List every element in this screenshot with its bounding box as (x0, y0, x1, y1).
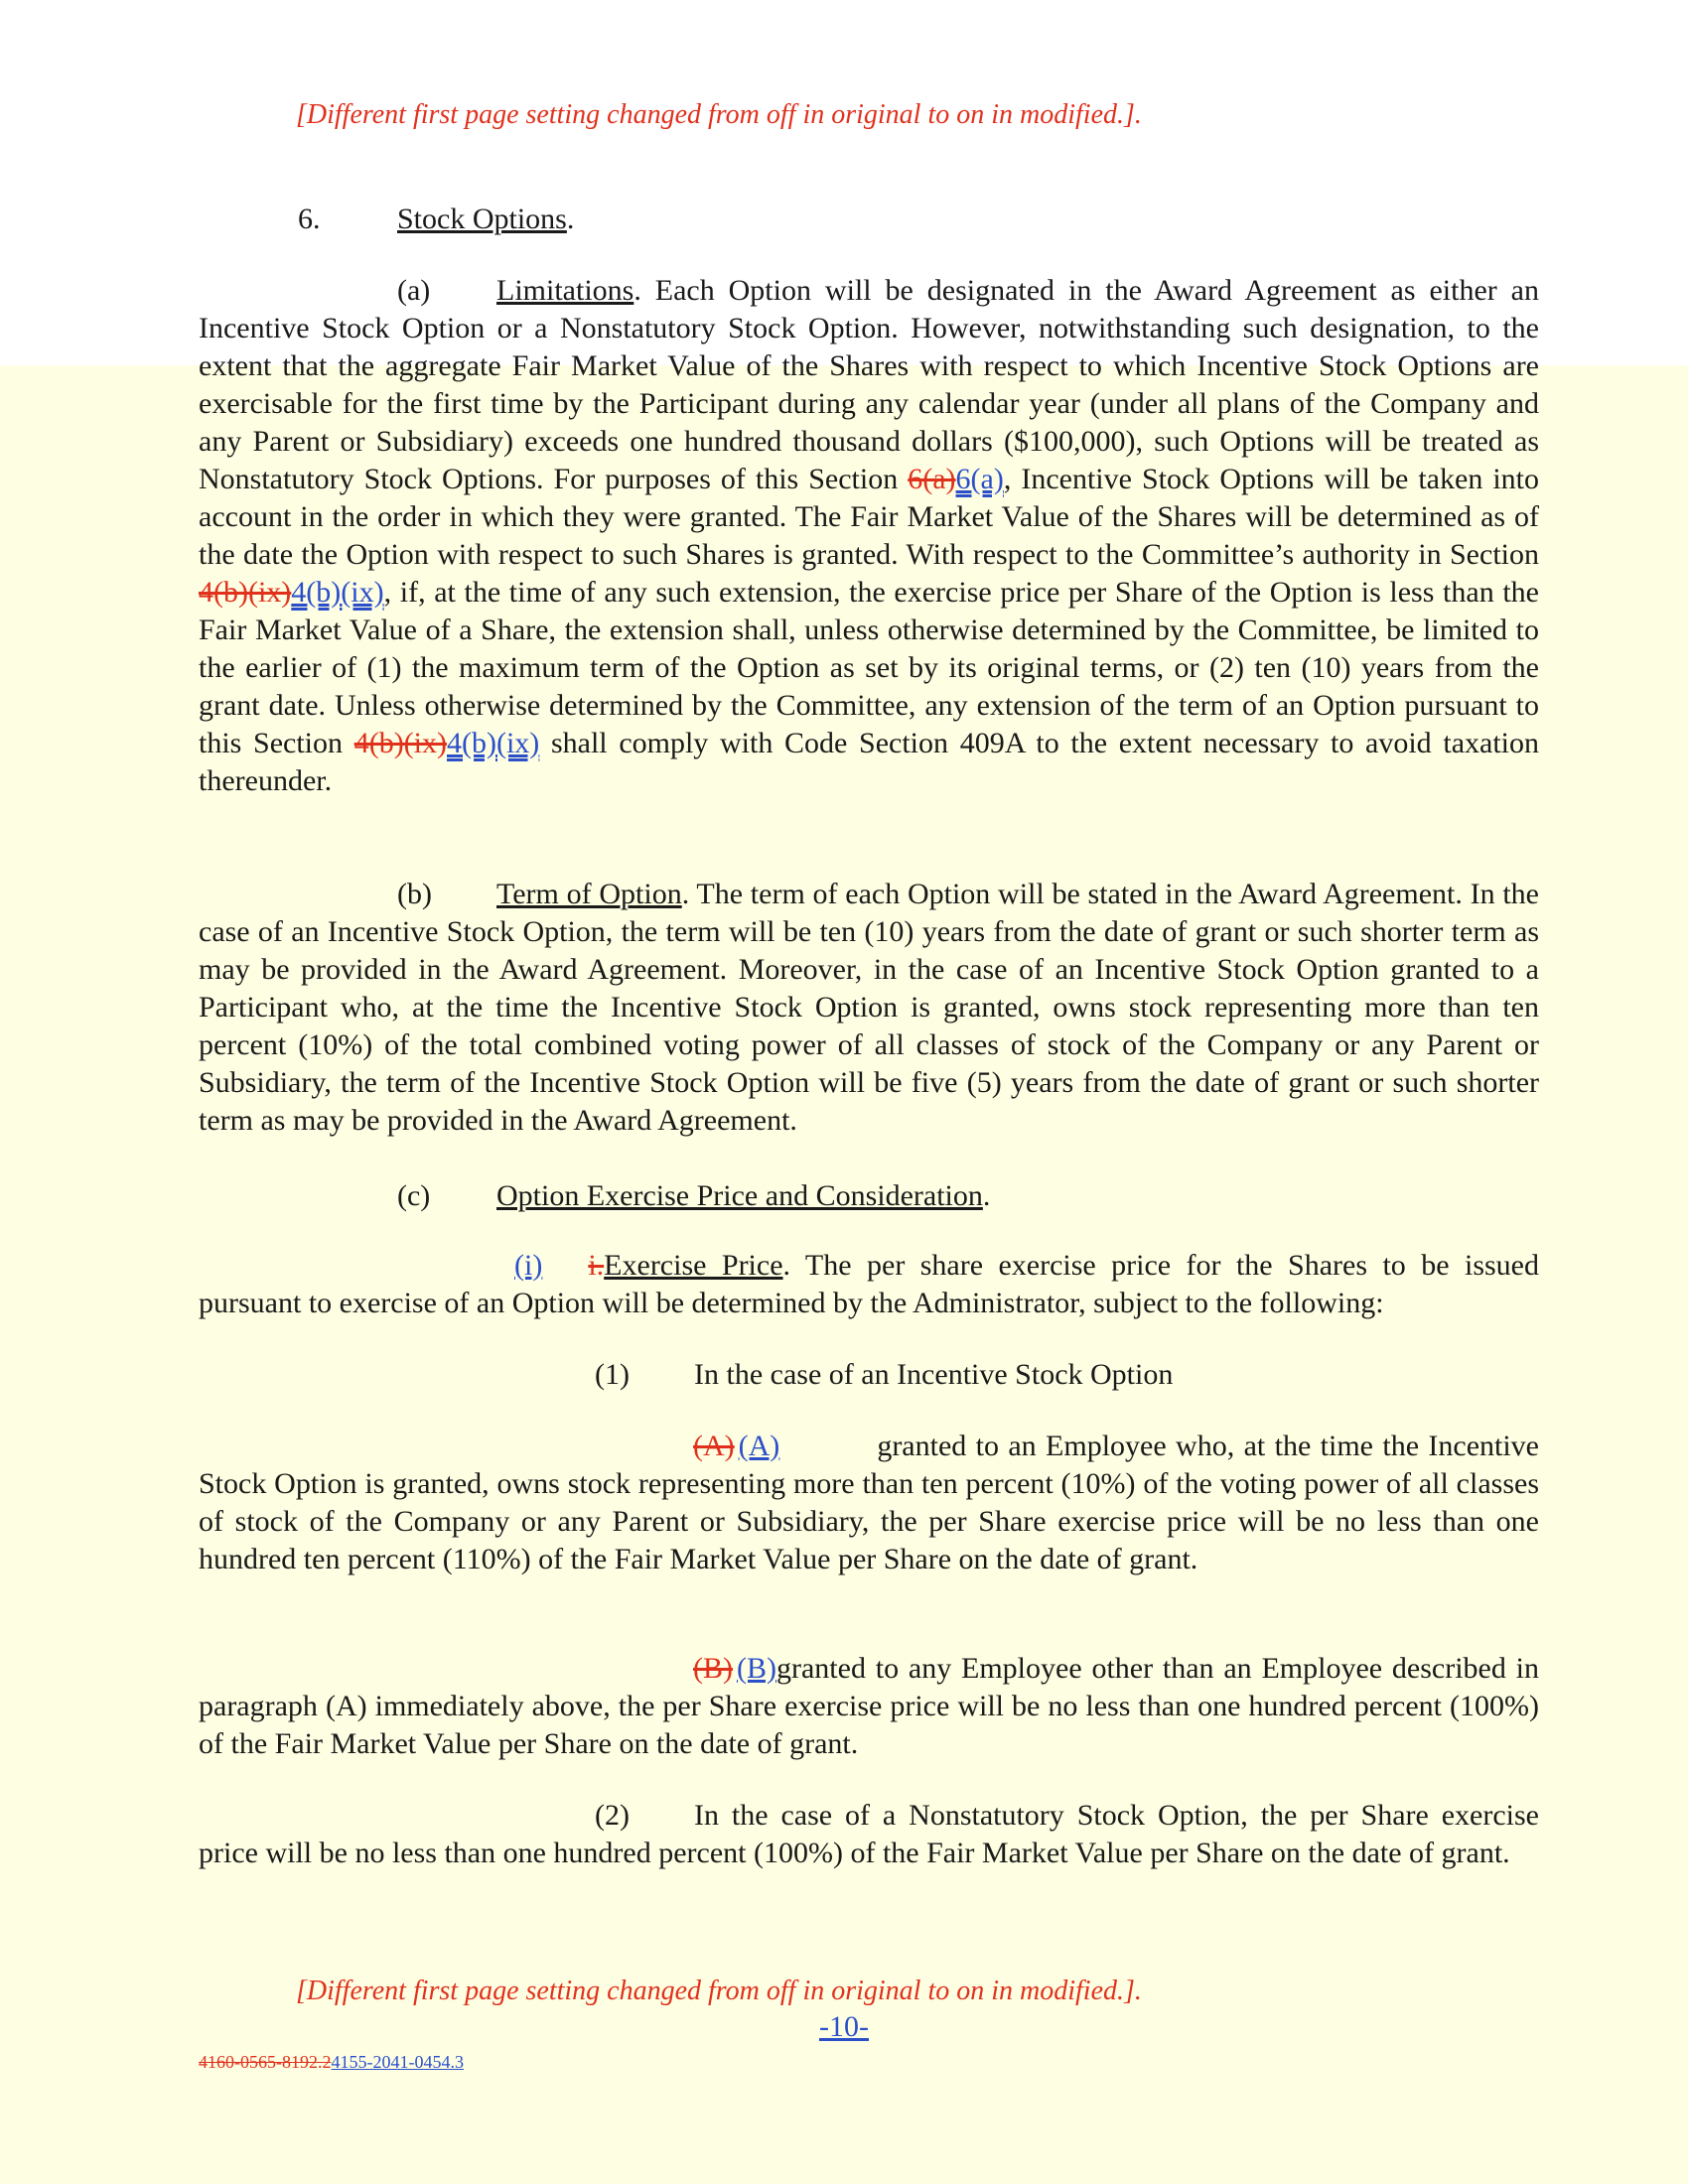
inserted-doc-id: 4155-2041-0454.3 (331, 2052, 464, 2072)
para-b-heading: Term of Option (496, 878, 682, 910)
item-1-label: (1) (595, 1358, 630, 1391)
document-id (199, 2052, 464, 2073)
para-c-heading: Option Exercise Price and Consideration (496, 1179, 983, 1212)
inserted-label: (i) (514, 1249, 543, 1282)
paragraph-c-i: (i) i.Exercise Price. The per share exercise price for the Shares to be issued pursuant to exercise of an Option will be determined by the Administrator, subject to the following: (199, 1249, 1539, 1319)
item-2: (2) In the case of a Nonstatutory Stock Option, the per Share exercise price will be no less than one hundred percent (100%) of the Fair Market Value per Share on the date of grant. (199, 1799, 1539, 1869)
section-number: 6. (298, 203, 321, 235)
section-title: Stock Options (397, 203, 567, 235)
para-a-heading: Limitations (496, 274, 634, 307)
inserted-label: (B) (737, 1652, 776, 1685)
exercise-price-heading: Exercise Price (604, 1249, 783, 1282)
inserted-ref[interactable]: 6(a) (955, 463, 1004, 495)
deleted-label: i. (588, 1249, 605, 1282)
para-c-label: (c) (397, 1179, 431, 1212)
section-heading (298, 201, 321, 238)
paragraph-b: (b) Term of Option. The term of each Option will be stated in the Award Agreement. In the case of an Incentive Stock Option, the term will be ten (10) years from the date of grant or such shorter term as may be provided in the Award Agreement. Moreover, in the case of an Incentive Stock Option granted to a Participant who, at the time the Incentive Stock Option is granted, owns stock representing more than ten percent (10%) of the total combined voting power of all classes of stock of the Company or any Parent or Subsidiary, the term of the Incentive Stock Option will be five (5) years from the date of grant or such shorter term as may be provided in the Award Agreement. (199, 878, 1539, 1137)
para-b-label: (b) (397, 878, 432, 910)
section-title-wrap: Stock Options. (397, 203, 575, 235)
inserted-ref[interactable]: 4(b)(ix) (447, 727, 540, 759)
paragraph-a: (a) Limitations. Each Option will be designated in the Award Agreement as either an Incentive Stock Option or a Nonstatutory Stock Option. However, notwithstanding such designation, to the extent that the aggregate Fair Market Value of the Shares with respect to which Incentive Stock Options are exercisable for the first time by the Participant during any calendar year (under all plans of the Company and any Parent or Subsidiary) exceeds one hundred thousand dollars ($100,000), such Options will be treated as Nonstatutory Stock Options. For purposes of this Section 6(a)6(a), Incentive Stock Options will be taken into account in the order in which they were granted. The Fair Market Value of the Shares will be determined as of the date the Option with respect to such Shares is granted. With respect to the Committee’s authority in Section 4(b)(ix)4(b)(ix), if, at the time of any such extension, the exercise price per Share of the Option is less than the Fair Market Value of a Share, the extension shall, unless otherwise determined by the Committee, be limited to the earlier of (1) the maximum term of the Option as set by its original terms, or (2) ten (10) years from the grant date. Unless otherwise determined by the Committee, any extension of the term of an Option pursuant to this Section 4(b)(ix)4(b)(ix) shall comply with Code Section 409A to the extent necessary to avoid taxation thereunder. (199, 274, 1539, 797)
inserted-ref[interactable]: 4(b)(ix) (291, 576, 384, 609)
item-a: (A) (A) granted to an Employee who, at the time the Incentive Stock Option is granted, owns stock representing more than ten percent (10%) of the voting power of all classes of stock of the Company or any Parent or Subsidiary, the per Share exercise price will be no less than one hundred ten percent (110%) of the Fair Market Value per Share on the date of grant. (199, 1430, 1539, 1575)
para-a-label: (a) (397, 274, 431, 307)
deleted-ref: 4(b)(ix) (199, 576, 292, 609)
page-number: -10- (819, 2010, 869, 2043)
header-note: [Different first page setting changed from off in original to on in modified.]. (296, 99, 1142, 130)
deleted-label: (A) (693, 1430, 735, 1462)
para-c-heading-wrap: Option Exercise Price and Consideration. (496, 1179, 991, 1212)
inserted-label: (A) (738, 1430, 780, 1462)
footer-note: [Different first page setting changed from off in original to on in modified.]. (296, 1976, 1142, 2006)
item-b: (B) (B)granted to any Employee other than an Employee described in paragraph (A) immediately above, the per Share exercise price will be no less than one hundred percent (100%) of the Fair Market Value per Share on the date of grant. (199, 1652, 1539, 1760)
deleted-label: (B) (693, 1652, 733, 1685)
item-1-text: In the case of an Incentive Stock Option (694, 1358, 1174, 1391)
item-2-label: (2) (595, 1799, 630, 1832)
page-number-wrap (0, 2010, 1688, 2044)
deleted-ref: 4(b)(ix) (353, 727, 447, 759)
deleted-doc-id: 4160-0565-8192.2 (199, 2052, 332, 2072)
deleted-ref: 6(a) (908, 463, 956, 495)
